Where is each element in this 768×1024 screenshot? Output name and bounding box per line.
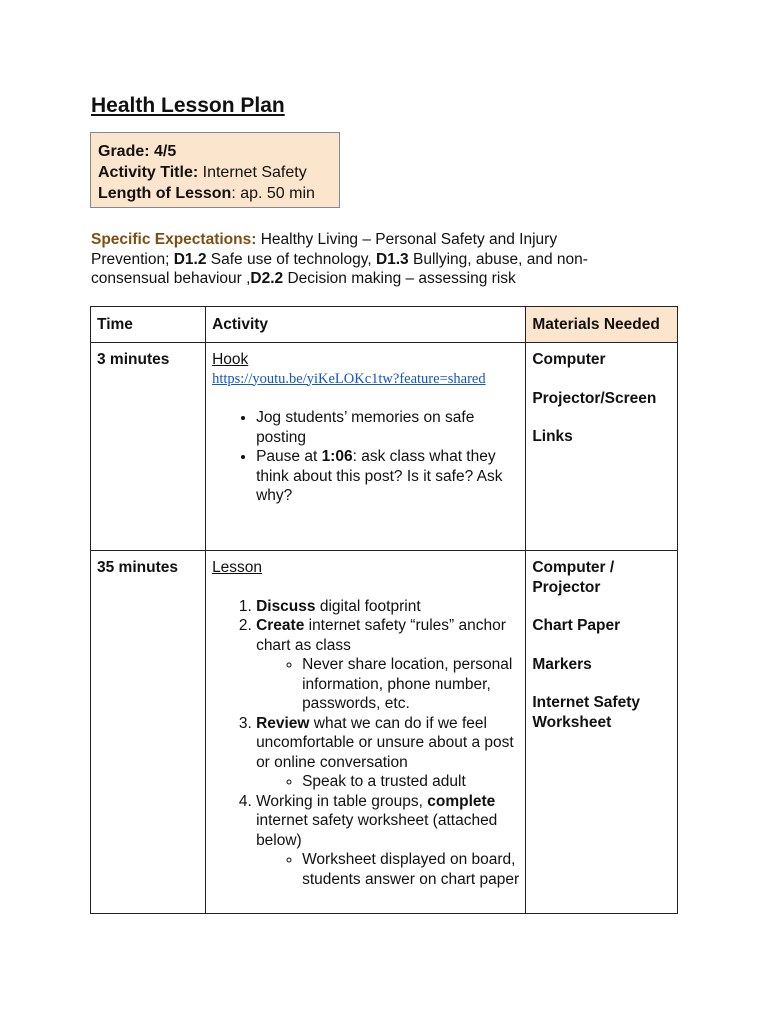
header-time: Time — [91, 307, 206, 343]
grade-value: 4/5 — [154, 143, 177, 160]
list-item — [256, 597, 519, 617]
header-activity: Activity — [206, 307, 526, 343]
material-item: Chart Paper — [532, 617, 621, 634]
video-link[interactable]: https://youtu.be/yiKeLOKc1tw?feature=shared — [212, 370, 486, 387]
list-item: • Jog students’ memories on safe posting — [256, 408, 519, 447]
expectation-code-d12: D1.2 — [173, 250, 207, 268]
list-item — [256, 616, 519, 714]
time-cell: 35 minutes — [91, 551, 206, 914]
material-item: Projector/Screen — [532, 389, 657, 407]
table-row — [91, 343, 678, 551]
sub-list — [256, 772, 519, 792]
specific-expectations — [91, 230, 631, 289]
expectation-code-d13: D1.3 — [375, 250, 409, 268]
table-header-row — [91, 307, 678, 343]
lesson-info-box — [90, 132, 340, 208]
sub-list-item: ◦ Never share location, personal information, phone number, passwords, etc. — [302, 655, 519, 714]
activity-cell — [206, 343, 526, 551]
step-verb: Create — [256, 617, 305, 634]
grade-label: Grade: — [98, 143, 150, 160]
time-cell: 3 minutes — [91, 343, 206, 551]
grade-line — [98, 141, 332, 162]
step-text: internet safety worksheet (attached below) — [256, 812, 498, 849]
expectations-text-4: Decision making – assessing risk — [283, 270, 516, 287]
table-row — [91, 551, 678, 914]
step-text: what we can do if we feel uncomfortable or unsure about a post or online conversation — [256, 714, 514, 771]
expectations-text-3: Bullying, abuse, and non-consensual behaviour , — [91, 250, 588, 287]
timestamp: 1:06 — [321, 448, 353, 465]
material-item: Internet Safety Worksheet — [532, 694, 640, 731]
hook-bullets — [212, 408, 519, 506]
expectations-label: Specific Expectations: — [91, 231, 257, 248]
material-item: Computer — [532, 351, 606, 368]
step-verb: complete — [427, 792, 496, 810]
lesson-table — [90, 306, 678, 914]
step-text: digital footprint — [315, 597, 421, 615]
material-item: Links — [532, 428, 573, 445]
expectations-text-1: Healthy Living – Personal Safety and Injury Prevention; — [91, 231, 558, 268]
length-value: : ap. 50 min — [231, 185, 315, 202]
sub-list-item: ◦ Worksheet displayed on board, students answer on chart paper — [302, 850, 519, 889]
activity-label: Activity Title: — [98, 164, 199, 181]
step-verb: Review — [256, 714, 310, 732]
material-item: Markers — [532, 655, 592, 673]
step-text: internet safety “rules” anchor chart as class — [256, 617, 506, 654]
sub-list-item: ◦ Speak to a trusted adult — [302, 772, 519, 792]
material-item: Computer / Projector — [532, 559, 615, 596]
length-line — [98, 183, 332, 204]
list-item-text: Pause at — [256, 448, 322, 465]
activity-value: Internet Safety — [202, 164, 307, 181]
list-item — [256, 447, 519, 506]
section-heading-hook: Hook — [212, 351, 249, 368]
lesson-steps — [212, 597, 519, 890]
page-title: Health Lesson Plan — [91, 94, 285, 117]
materials-cell — [526, 343, 678, 551]
expectation-code-d22: D2.2 — [250, 270, 284, 287]
list-item — [256, 714, 519, 792]
section-heading-lesson: Lesson — [212, 559, 263, 576]
sub-list — [256, 850, 519, 889]
step-verb: Discuss — [256, 597, 316, 615]
materials-cell — [526, 551, 678, 914]
activity-line — [98, 162, 332, 183]
expectations-text-2: Safe use of technology, — [206, 250, 376, 268]
list-item-text: : ask class what they think about this post? Is it safe? Ask why? — [256, 448, 503, 504]
length-label: Length of Lesson — [98, 185, 232, 202]
sub-list — [256, 655, 519, 714]
step-text: Working in table groups, — [256, 792, 428, 810]
activity-cell — [206, 551, 526, 914]
header-materials: Materials Needed — [526, 307, 678, 343]
list-item — [256, 792, 519, 890]
